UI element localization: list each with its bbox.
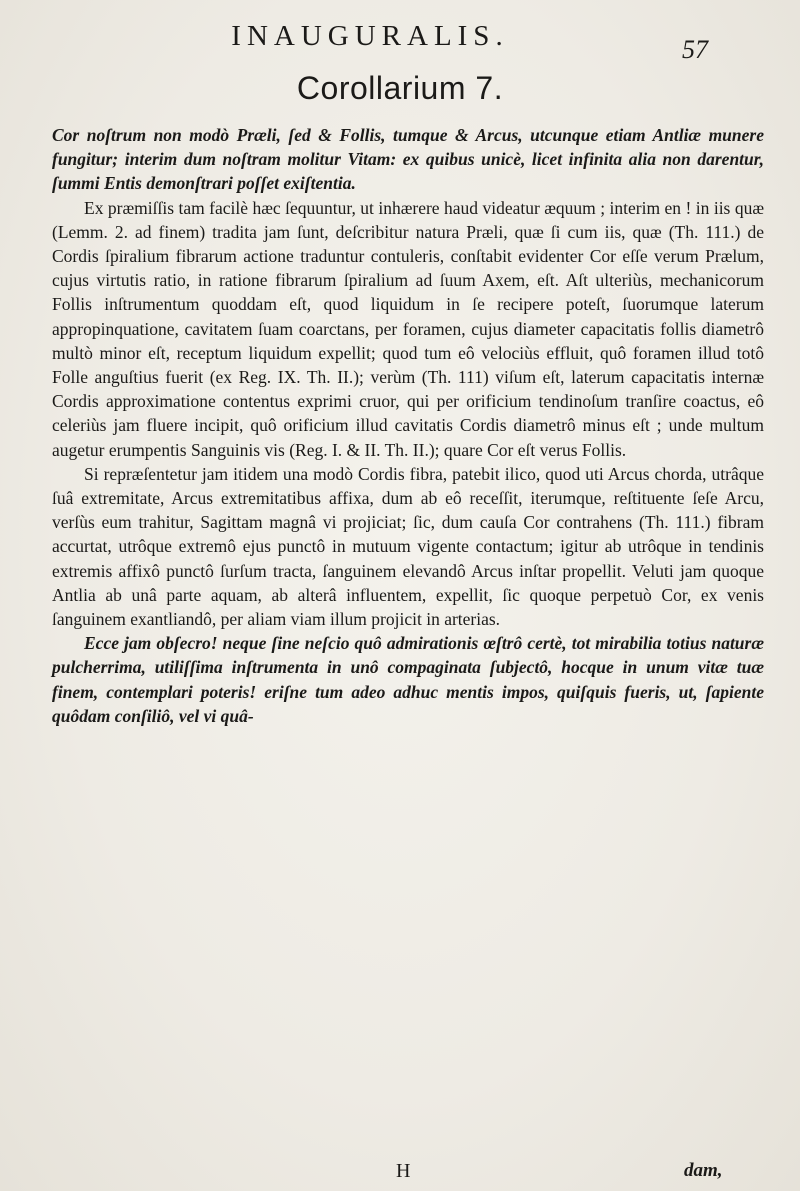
thesis-statement: Cor noſtrum non modò Præli, ſed & Follis, tumque & Arcus, utcunque etiam Antliæ munere fungitur; interim dum noſtram molitur Vitam: ex quibus unicè, licet infinita alia non darentur, ſummi Entis demonſtrari poſſet exiſtentia. bbox=[52, 125, 764, 194]
signature-mark: H bbox=[396, 1160, 411, 1182]
section-title: Corollarium 7. bbox=[296, 70, 504, 106]
running-head: INAUGURALIS. bbox=[231, 20, 509, 52]
closing-paragraph: Ecce jam obſecro! neque ſine neſcio quô admirationis œſtrô certè, tot mirabilia totius naturæ pulcherrima, utiliſſima inſtrumenta in unô compaginata ſubjectô, hocque in unum vitæ tuæ finem, contemplari poteris! eriſne tum adeo adhuc mentis impos, quiſquis fueris, ut, ſapiente quôdam conſiliô, vel vi quâ- bbox=[52, 633, 764, 726]
page-number: 57 bbox=[682, 35, 708, 64]
body-text bbox=[52, 123, 764, 728]
catchword: dam, bbox=[684, 1160, 723, 1181]
paragraph-2: Si repræſentetur jam itidem una modò Cordis fibra, patebit ilico, quod uti Arcus chorda, utrâque ſuâ extremitate, Arcus extremitatibus affixa, dum ab eô receſſit, iterumque, reſtituente ſeſe Arcu, verſùs eum trahitur, Sagittam magnâ vi projiciat; ſic, dum cauſa Cor contrahens (Th. 111.) fibram accurtat, utrôque extremô ejus punctô in mutuum vigente contactum; igitur ab utrôque in tendinis extremis affixô punctô ſurſum tracta, ſanguinem elevandô Arcus inſtar propellit. Veluti jam quoque Antlia ab unâ parte aquam, ab alterâ influentem, expellit, ſic quoque perpetuò Cor, ex venis ſanguinem exantliandô, per aliam viam illum projicit in arterias. bbox=[52, 463, 764, 630]
paragraph-1: Ex præmiſſis tam facilè hæc ſequuntur, ut inhærere haud videatur æquum ; interim en ! in iis quæ (Lemm. 2. ad finem) tradita jam ſunt, deſcribitur natura Præli, quæ ſi cum iis, quæ (Th. 111.) de Cordis ſpiralium fibrarum actione traduntur contuleris, conſtabit evidenter Cor eſſe verum Prælum, cujus virtutis ratio, in ratione fibrarum ſpiralium ad ſuum Axem, eſt. Aſt ulteriùs, mechanicorum Follis inſtrumentum quoddam eſt, quod liquidum in ſe recipere poteſt, ſuorumque laterum appropinquatione, cavitatem ſuam coarctans, per foramen, cujus diameter capacitatis follis diametrô multò minor eſt, receptum liquidum expellit; quod tum eô velociùs effluit, quô foramen illud totô Folle anguſtius fuerit (ex Reg. IX. Th. II.); verùm (Th. 111) viſum eſt, laterum capacitatis internæ Cordis approximatione contentus exprimi cruor, qui per orificium tendinoſum tranſire coactus, eô celeriùs jam fluere incipit, quô orificium illud cavitatis Cordis diametrô minus eſt ; unde multum augetur erumpentis Sanguinis vis (Reg. I. & II. Th. II.); quare Cor eſt verus Follis. bbox=[52, 197, 764, 460]
